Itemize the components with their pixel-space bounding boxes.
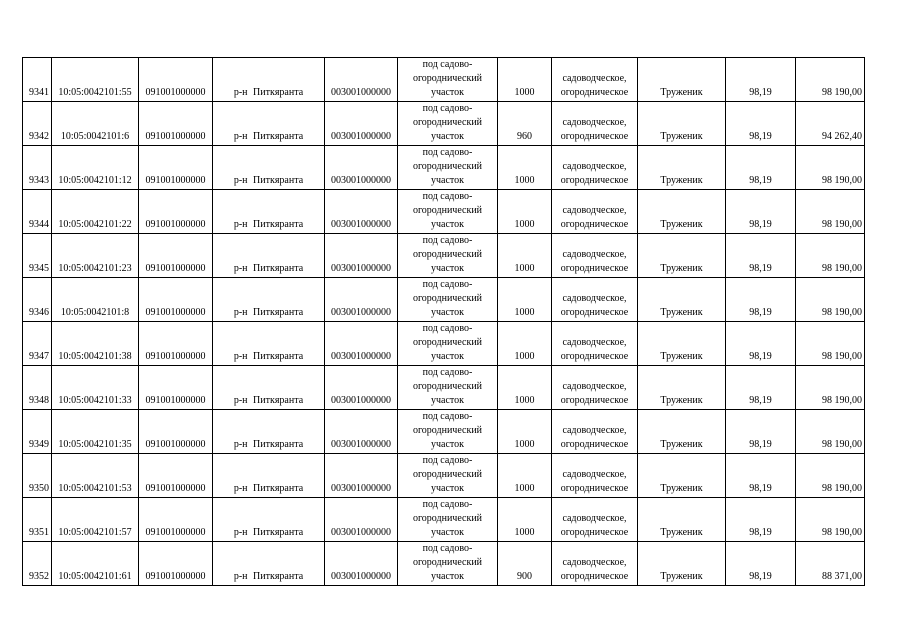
land-purpose-line: под садово- [422, 235, 473, 246]
area-cell: 1000 [498, 58, 552, 102]
land-purpose-cell [398, 366, 498, 410]
land-purpose-line: под садово- [422, 323, 473, 334]
settlement-code-cell: 003001000000 [325, 278, 398, 322]
land-purpose-line: под садово- [422, 147, 473, 158]
district-cell: р-н Питкяранта [213, 410, 325, 454]
specific-cost-cell: 98,19 [726, 322, 796, 366]
land-purpose-cell [398, 498, 498, 542]
permitted-use-line: садоводческое, [562, 161, 627, 172]
land-purpose-cell [398, 322, 498, 366]
land-purpose-cell [398, 410, 498, 454]
row-number-cell: 9349 [23, 410, 52, 454]
land-purpose-cell [398, 542, 498, 586]
specific-cost-cell: 98,19 [726, 410, 796, 454]
land-purpose-line: под садово- [422, 59, 473, 70]
area-cell: 1000 [498, 454, 552, 498]
land-purpose-line: участок [430, 87, 464, 98]
land-purpose-line: участок [430, 527, 464, 538]
cadastral-number-cell: 10:05:0042101:6 [52, 102, 139, 146]
specific-cost-cell: 98,19 [726, 102, 796, 146]
locality-cell: Труженик [638, 234, 726, 278]
land-purpose-line: огороднический [412, 73, 483, 84]
permitted-use-line: огородническое [560, 263, 629, 274]
land-purpose-cell [398, 102, 498, 146]
cadastral-number-cell: 10:05:0042101:12 [52, 146, 139, 190]
row-number-cell: 9346 [23, 278, 52, 322]
cadastral-number-cell: 10:05:0042101:35 [52, 410, 139, 454]
district-cell: р-н Питкяранта [213, 498, 325, 542]
land-purpose-line: участок [430, 439, 464, 450]
locality-cell: Труженик [638, 278, 726, 322]
row-number-cell: 9348 [23, 366, 52, 410]
permitted-use-line: садоводческое, [562, 557, 627, 568]
locality-cell: Труженик [638, 498, 726, 542]
land-purpose-line: огороднический [412, 425, 483, 436]
row-number-cell: 9352 [23, 542, 52, 586]
table-row [23, 278, 865, 322]
table-row [23, 322, 865, 366]
land-purpose-line: под садово- [422, 543, 473, 554]
table-row [23, 190, 865, 234]
permitted-use-cell [552, 542, 638, 586]
okato-code-cell: 091001000000 [139, 190, 213, 234]
district-cell: р-н Питкяранта [213, 234, 325, 278]
okato-code-cell: 091001000000 [139, 410, 213, 454]
land-purpose-line: под садово- [422, 279, 473, 290]
land-purpose-line: огороднический [412, 249, 483, 260]
permitted-use-line: садоводческое, [562, 205, 627, 216]
specific-cost-cell: 98,19 [726, 234, 796, 278]
settlement-code-cell: 003001000000 [325, 102, 398, 146]
table-row [23, 366, 865, 410]
row-number-cell: 9342 [23, 102, 52, 146]
land-purpose-line: под садово- [422, 191, 473, 202]
district-cell: р-н Питкяранта [213, 146, 325, 190]
okato-code-cell: 091001000000 [139, 322, 213, 366]
table-row [23, 410, 865, 454]
okato-code-cell: 091001000000 [139, 278, 213, 322]
land-purpose-line: участок [430, 351, 464, 362]
area-cell: 1000 [498, 278, 552, 322]
permitted-use-line: огородническое [560, 527, 629, 538]
cadastral-number-cell: 10:05:0042101:38 [52, 322, 139, 366]
okato-code-cell: 091001000000 [139, 146, 213, 190]
cadastral-cost-cell: 98 190,00 [796, 366, 865, 410]
permitted-use-line: садоводческое, [562, 469, 627, 480]
permitted-use-line: огородническое [560, 307, 629, 318]
okato-code-cell: 091001000000 [139, 454, 213, 498]
area-cell: 1000 [498, 146, 552, 190]
table-row [23, 102, 865, 146]
row-number-cell: 9343 [23, 146, 52, 190]
land-purpose-line: участок [430, 219, 464, 230]
district-cell: р-н Питкяранта [213, 58, 325, 102]
permitted-use-line: огородническое [560, 439, 629, 450]
locality-cell: Труженик [638, 146, 726, 190]
settlement-code-cell: 003001000000 [325, 234, 398, 278]
table-row [23, 454, 865, 498]
land-purpose-line: огороднический [412, 293, 483, 304]
land-purpose-line: под садово- [422, 411, 473, 422]
permitted-use-cell [552, 366, 638, 410]
cadastral-cost-cell: 98 190,00 [796, 234, 865, 278]
district-cell: р-н Питкяранта [213, 278, 325, 322]
cadastral-number-cell: 10:05:0042101:33 [52, 366, 139, 410]
permitted-use-line: огородническое [560, 351, 629, 362]
land-purpose-line: под садово- [422, 103, 473, 114]
row-number-cell: 9341 [23, 58, 52, 102]
settlement-code-cell: 003001000000 [325, 498, 398, 542]
land-purpose-line: под садово- [422, 455, 473, 466]
permitted-use-cell [552, 58, 638, 102]
permitted-use-line: садоводческое, [562, 73, 627, 84]
cadastral-cost-cell: 98 190,00 [796, 322, 865, 366]
specific-cost-cell: 98,19 [726, 278, 796, 322]
area-cell: 1000 [498, 498, 552, 542]
locality-cell: Труженик [638, 542, 726, 586]
cadastral-cost-cell: 88 371,00 [796, 542, 865, 586]
permitted-use-line: огородническое [560, 395, 629, 406]
permitted-use-cell [552, 146, 638, 190]
locality-cell: Труженик [638, 190, 726, 234]
row-number-cell: 9351 [23, 498, 52, 542]
specific-cost-cell: 98,19 [726, 454, 796, 498]
permitted-use-line: огородническое [560, 219, 629, 230]
settlement-code-cell: 003001000000 [325, 366, 398, 410]
land-purpose-line: огороднический [412, 513, 483, 524]
land-purpose-line: огороднический [412, 161, 483, 172]
settlement-code-cell: 003001000000 [325, 322, 398, 366]
cadastral-number-cell: 10:05:0042101:61 [52, 542, 139, 586]
land-purpose-line: огороднический [412, 557, 483, 568]
land-purpose-line: огороднический [412, 469, 483, 480]
land-purpose-line: под садово- [422, 367, 473, 378]
permitted-use-line: садоводческое, [562, 425, 627, 436]
table-row [23, 58, 865, 102]
cadastral-number-cell: 10:05:0042101:53 [52, 454, 139, 498]
district-cell: р-н Питкяранта [213, 102, 325, 146]
land-purpose-line: огороднический [412, 205, 483, 216]
permitted-use-line: огородническое [560, 483, 629, 494]
cadastral-number-cell: 10:05:0042101:22 [52, 190, 139, 234]
specific-cost-cell: 98,19 [726, 146, 796, 190]
permitted-use-cell [552, 454, 638, 498]
land-purpose-line: участок [430, 263, 464, 274]
permitted-use-cell [552, 102, 638, 146]
permitted-use-cell [552, 234, 638, 278]
table-row [23, 498, 865, 542]
permitted-use-line: садоводческое, [562, 293, 627, 304]
land-purpose-line: участок [430, 395, 464, 406]
area-cell: 1000 [498, 234, 552, 278]
cadastral-number-cell: 10:05:0042101:23 [52, 234, 139, 278]
row-number-cell: 9350 [23, 454, 52, 498]
locality-cell: Труженик [638, 102, 726, 146]
permitted-use-line: садоводческое, [562, 249, 627, 260]
land-purpose-line: участок [430, 483, 464, 494]
cadastral-cost-cell: 98 190,00 [796, 498, 865, 542]
row-number-cell: 9345 [23, 234, 52, 278]
cadastral-cost-cell: 98 190,00 [796, 278, 865, 322]
specific-cost-cell: 98,19 [726, 366, 796, 410]
area-cell: 1000 [498, 410, 552, 454]
row-number-cell: 9344 [23, 190, 52, 234]
area-cell: 960 [498, 102, 552, 146]
land-purpose-cell [398, 146, 498, 190]
okato-code-cell: 091001000000 [139, 366, 213, 410]
land-purpose-cell [398, 454, 498, 498]
specific-cost-cell: 98,19 [726, 190, 796, 234]
area-cell: 900 [498, 542, 552, 586]
cadastral-number-cell: 10:05:0042101:57 [52, 498, 139, 542]
district-cell: р-н Питкяранта [213, 190, 325, 234]
specific-cost-cell: 98,19 [726, 542, 796, 586]
cadastral-number-cell: 10:05:0042101:8 [52, 278, 139, 322]
permitted-use-line: огородническое [560, 87, 629, 98]
land-purpose-line: участок [430, 571, 464, 582]
cadastral-cost-cell: 98 190,00 [796, 410, 865, 454]
land-purpose-line: огороднический [412, 117, 483, 128]
locality-cell: Труженик [638, 410, 726, 454]
table-row [23, 234, 865, 278]
settlement-code-cell: 003001000000 [325, 542, 398, 586]
permitted-use-cell [552, 278, 638, 322]
settlement-code-cell: 003001000000 [325, 454, 398, 498]
table-row [23, 542, 865, 586]
district-cell: р-н Питкяранта [213, 366, 325, 410]
district-cell: р-н Питкяранта [213, 454, 325, 498]
locality-cell: Труженик [638, 454, 726, 498]
district-cell: р-н Питкяранта [213, 542, 325, 586]
locality-cell: Труженик [638, 366, 726, 410]
okato-code-cell: 091001000000 [139, 234, 213, 278]
table-body [23, 58, 865, 586]
area-cell: 1000 [498, 190, 552, 234]
permitted-use-cell [552, 322, 638, 366]
okato-code-cell: 091001000000 [139, 102, 213, 146]
area-cell: 1000 [498, 366, 552, 410]
specific-cost-cell: 98,19 [726, 498, 796, 542]
settlement-code-cell: 003001000000 [325, 58, 398, 102]
okato-code-cell: 091001000000 [139, 542, 213, 586]
cadastral-cost-cell: 98 190,00 [796, 58, 865, 102]
land-registry-table [22, 57, 865, 586]
permitted-use-line: огородническое [560, 131, 629, 142]
permitted-use-cell [552, 498, 638, 542]
locality-cell: Труженик [638, 58, 726, 102]
settlement-code-cell: 003001000000 [325, 146, 398, 190]
land-purpose-cell [398, 58, 498, 102]
specific-cost-cell: 98,19 [726, 58, 796, 102]
permitted-use-cell [552, 190, 638, 234]
land-purpose-line: участок [430, 131, 464, 142]
land-purpose-line: участок [430, 307, 464, 318]
permitted-use-line: огородническое [560, 175, 629, 186]
land-purpose-line: участок [430, 175, 464, 186]
land-purpose-line: под садово- [422, 499, 473, 510]
okato-code-cell: 091001000000 [139, 498, 213, 542]
row-number-cell: 9347 [23, 322, 52, 366]
cadastral-cost-cell: 98 190,00 [796, 454, 865, 498]
settlement-code-cell: 003001000000 [325, 410, 398, 454]
land-purpose-line: огороднический [412, 337, 483, 348]
land-purpose-cell [398, 190, 498, 234]
land-purpose-line: огороднический [412, 381, 483, 392]
settlement-code-cell: 003001000000 [325, 190, 398, 234]
area-cell: 1000 [498, 322, 552, 366]
permitted-use-line: садоводческое, [562, 337, 627, 348]
cadastral-cost-cell: 98 190,00 [796, 190, 865, 234]
cadastral-number-cell: 10:05:0042101:55 [52, 58, 139, 102]
land-purpose-cell [398, 234, 498, 278]
permitted-use-line: садоводческое, [562, 513, 627, 524]
permitted-use-cell [552, 410, 638, 454]
cadastral-cost-cell: 98 190,00 [796, 146, 865, 190]
cadastral-cost-cell: 94 262,40 [796, 102, 865, 146]
district-cell: р-н Питкяранта [213, 322, 325, 366]
permitted-use-line: садоводческое, [562, 117, 627, 128]
land-purpose-cell [398, 278, 498, 322]
permitted-use-line: садоводческое, [562, 381, 627, 392]
permitted-use-line: огородническое [560, 571, 629, 582]
okato-code-cell: 091001000000 [139, 58, 213, 102]
table-row [23, 146, 865, 190]
locality-cell: Труженик [638, 322, 726, 366]
